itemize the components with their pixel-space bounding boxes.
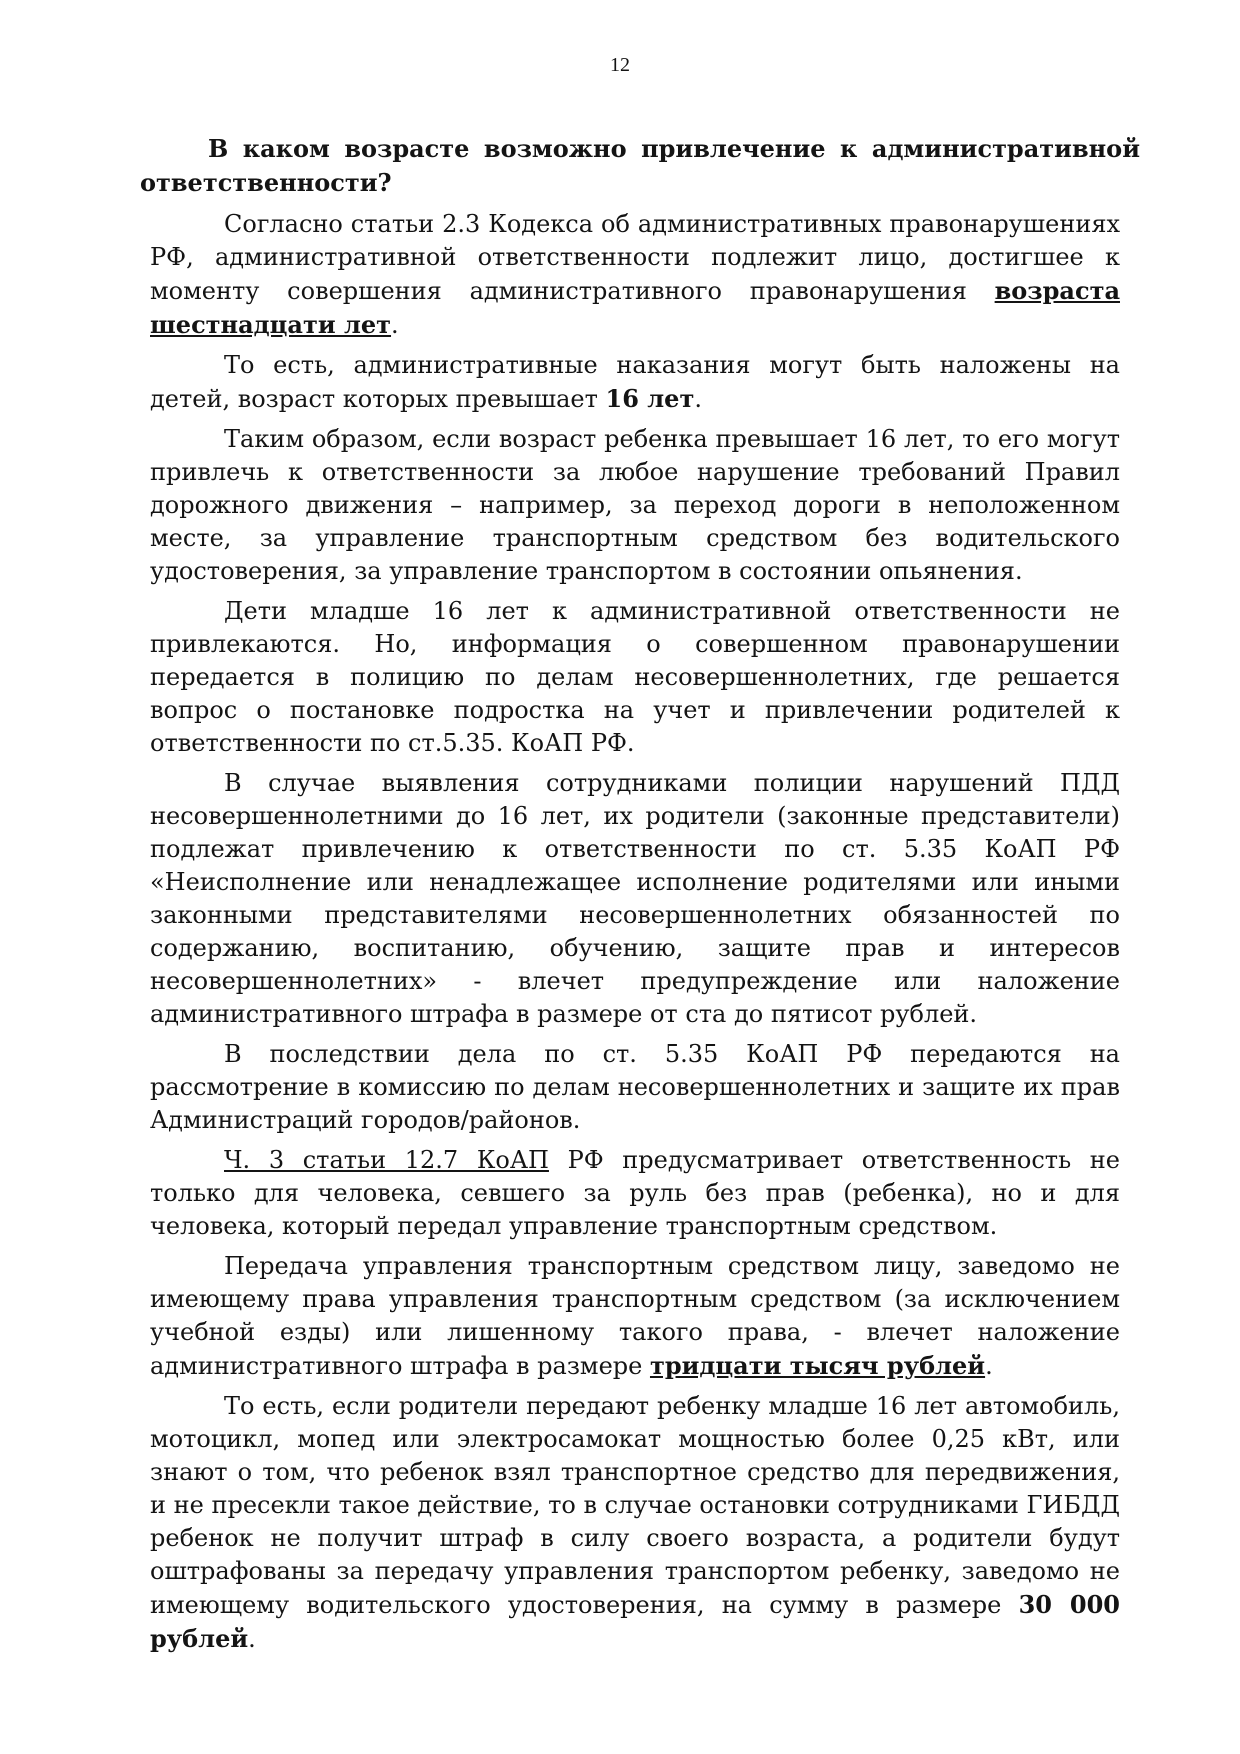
paragraph-transfer-fine — [150, 1250, 1120, 1383]
paragraph-text: . — [694, 385, 702, 413]
paragraph-commission: В последствии дела по ст. 5.35 КоАП РФ передаются на рассмотрение в комиссию по делам несовершеннолетних и защите их прав Администраций городов/районов. — [150, 1040, 1120, 1134]
page-number: 12 — [610, 54, 630, 76]
paragraph-text: То есть, если родители передают ребенку младше 16 лет автомобиль, мотоцикл, мопед или электросамокат мощностью более 0,25 кВт, или знают о том, что ребенок взял транспортное средство для передвижения, и не пресекли такое действие, то в случае остановки сотрудниками ГИБДД ребенок не получит штраф в силу своего возраста, а родители будут оштрафованы за передачу управления транспортом ребенку, заведомо не имеющему водительского удостоверения, на сумму в размере — [150, 1392, 1120, 1619]
paragraph-text: Передача управления транспортным средством лицу, заведомо не имеющему права управления транспортным средством (за исключением учебной езды) или лишенному такого права, - влечет наложение административного штрафа в размере — [150, 1252, 1120, 1380]
emphasis-fine-words: тридцати тысяч рублей — [649, 1351, 986, 1380]
paragraph-conclusion — [150, 1390, 1120, 1656]
document-body — [140, 132, 1140, 1663]
section-heading: В каком возрасте возможно привлечение к административной ответственности? — [140, 134, 1140, 197]
paragraph-text: То есть, административные наказания могут быть наложены на детей, возраст которых превышает — [150, 351, 1120, 413]
emphasis-16-years: 16 лет — [605, 384, 695, 413]
paragraph-text: . — [248, 1625, 256, 1653]
emphasis-fine-amount: 30 000 рублей — [150, 1590, 1120, 1653]
paragraph-under-16: Дети младше 16 лет к административной ответственности не привлекаются. Но, информация о совершенном правонарушении передается в полицию по делам несовершеннолетних, где решается вопрос о постановке подростка на учет и привлечении родителей к ответственности по ст.5.35. КоАП РФ. — [150, 597, 1120, 757]
paragraph-text: РФ предусматривает ответственность не только для человека, севшего за руль без прав (ребенка), но и для человека, который передал управление транспортным средством. — [150, 1146, 1120, 1240]
paragraph-text: . — [985, 1352, 993, 1380]
paragraph-parents-liability: В случае выявления сотрудниками полиции нарушений ПДД несовершеннолетними до 16 лет, их родители (законные представители) подлежат привлечению к ответственности по ст. 5.35 КоАП РФ «Неисполнение или ненадлежащее исполнение родителями или иными законными представителями несовершеннолетних обязанностей по содержанию, воспитанию, обучению, защите прав и интересов несовершеннолетних» - влечет предупреждение или наложение административного штрафа в размере от ста до пятисот рублей. — [150, 769, 1120, 1028]
paragraph-age-limit — [150, 208, 1120, 342]
article-reference: Ч. 3 статьи 12.7 КоАП — [224, 1146, 549, 1174]
paragraph-article-12-7 — [150, 1144, 1120, 1243]
paragraph-violations: Таким образом, если возраст ребенка превышает 16 лет, то его могут привлечь к ответственности за любое нарушение требований Правил дорожного движения – например, за переход дороги в неположенном месте, за управление транспортным средством без водительского удостоверения, за управление транспортом в состоянии опьянения. — [150, 425, 1120, 585]
paragraph-text: . — [391, 311, 399, 339]
paragraph-text: Согласно статьи 2.3 Кодекса об административных правонарушениях РФ, административной ответственности подлежит лицо, достигшее к моменту совершения административного правонарушения — [150, 210, 1120, 305]
emphasis-age: возраста шестнадцати лет — [150, 276, 1120, 339]
paragraph-children-over-16 — [150, 349, 1120, 416]
